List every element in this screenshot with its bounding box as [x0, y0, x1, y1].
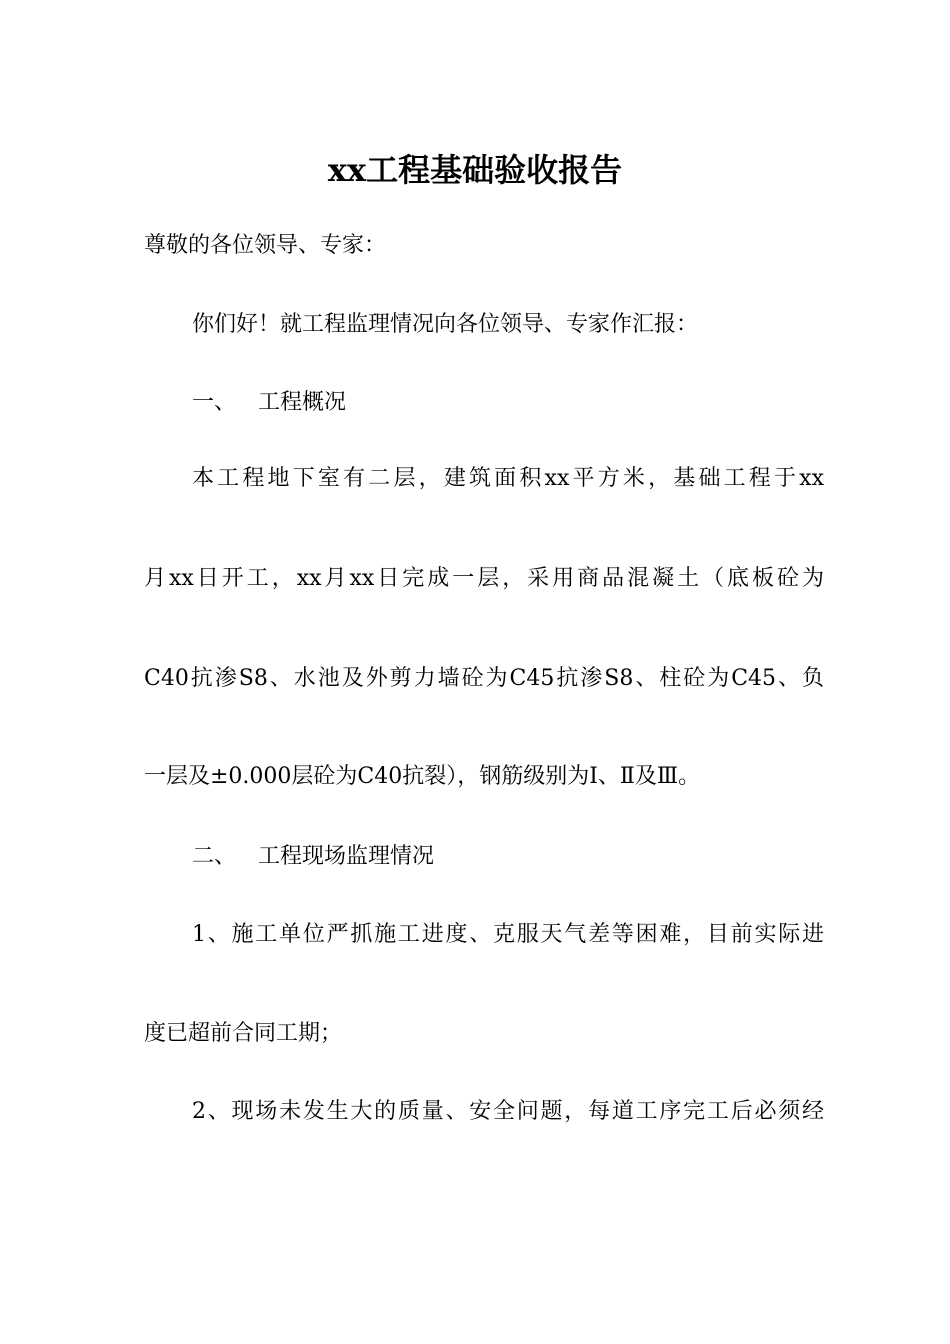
section-2-title: 工程现场监理情况 — [258, 844, 435, 869]
item-1-line-1: 1、施工单位严抓施工进度、克服天气差等困难，目前实际进 — [192, 922, 824, 947]
section-1-heading — [192, 386, 824, 420]
section-1-line-4: 一层及±0.000层砼为C40抗裂），钢筋级别为Ⅰ、Ⅱ及Ⅲ。 — [144, 764, 701, 789]
section-1-line-1: 本工程地下室有二层，建筑面积xx平方米，基础工程于xx — [192, 466, 824, 491]
section-2-number: 二、 — [192, 844, 237, 869]
section-1-title: 工程概况 — [258, 390, 347, 415]
greeting: 尊敬的各位领导、专家： — [144, 233, 387, 258]
item-2-line-1: 2、现场未发生大的质量、安全问题，每道工序完工后必须经 — [192, 1099, 824, 1124]
document-title: xx工程基础验收报告 — [327, 151, 623, 189]
section-2-heading — [192, 840, 824, 874]
section-1-line-3: C40抗渗S8、水池及外剪力墙砼为C45抗渗S8、柱砼为C45、负 — [144, 666, 824, 691]
intro-paragraph: 你们好！就工程监理情况向各位领导、专家作汇报： — [192, 312, 699, 337]
section-1-line-2: 月xx日开工，xx月xx日完成一层，采用商品混凝土（底板砼为 — [144, 566, 824, 591]
item-1-line-2: 度已超前合同工期； — [144, 1021, 343, 1046]
section-1-number: 一、 — [192, 390, 237, 415]
